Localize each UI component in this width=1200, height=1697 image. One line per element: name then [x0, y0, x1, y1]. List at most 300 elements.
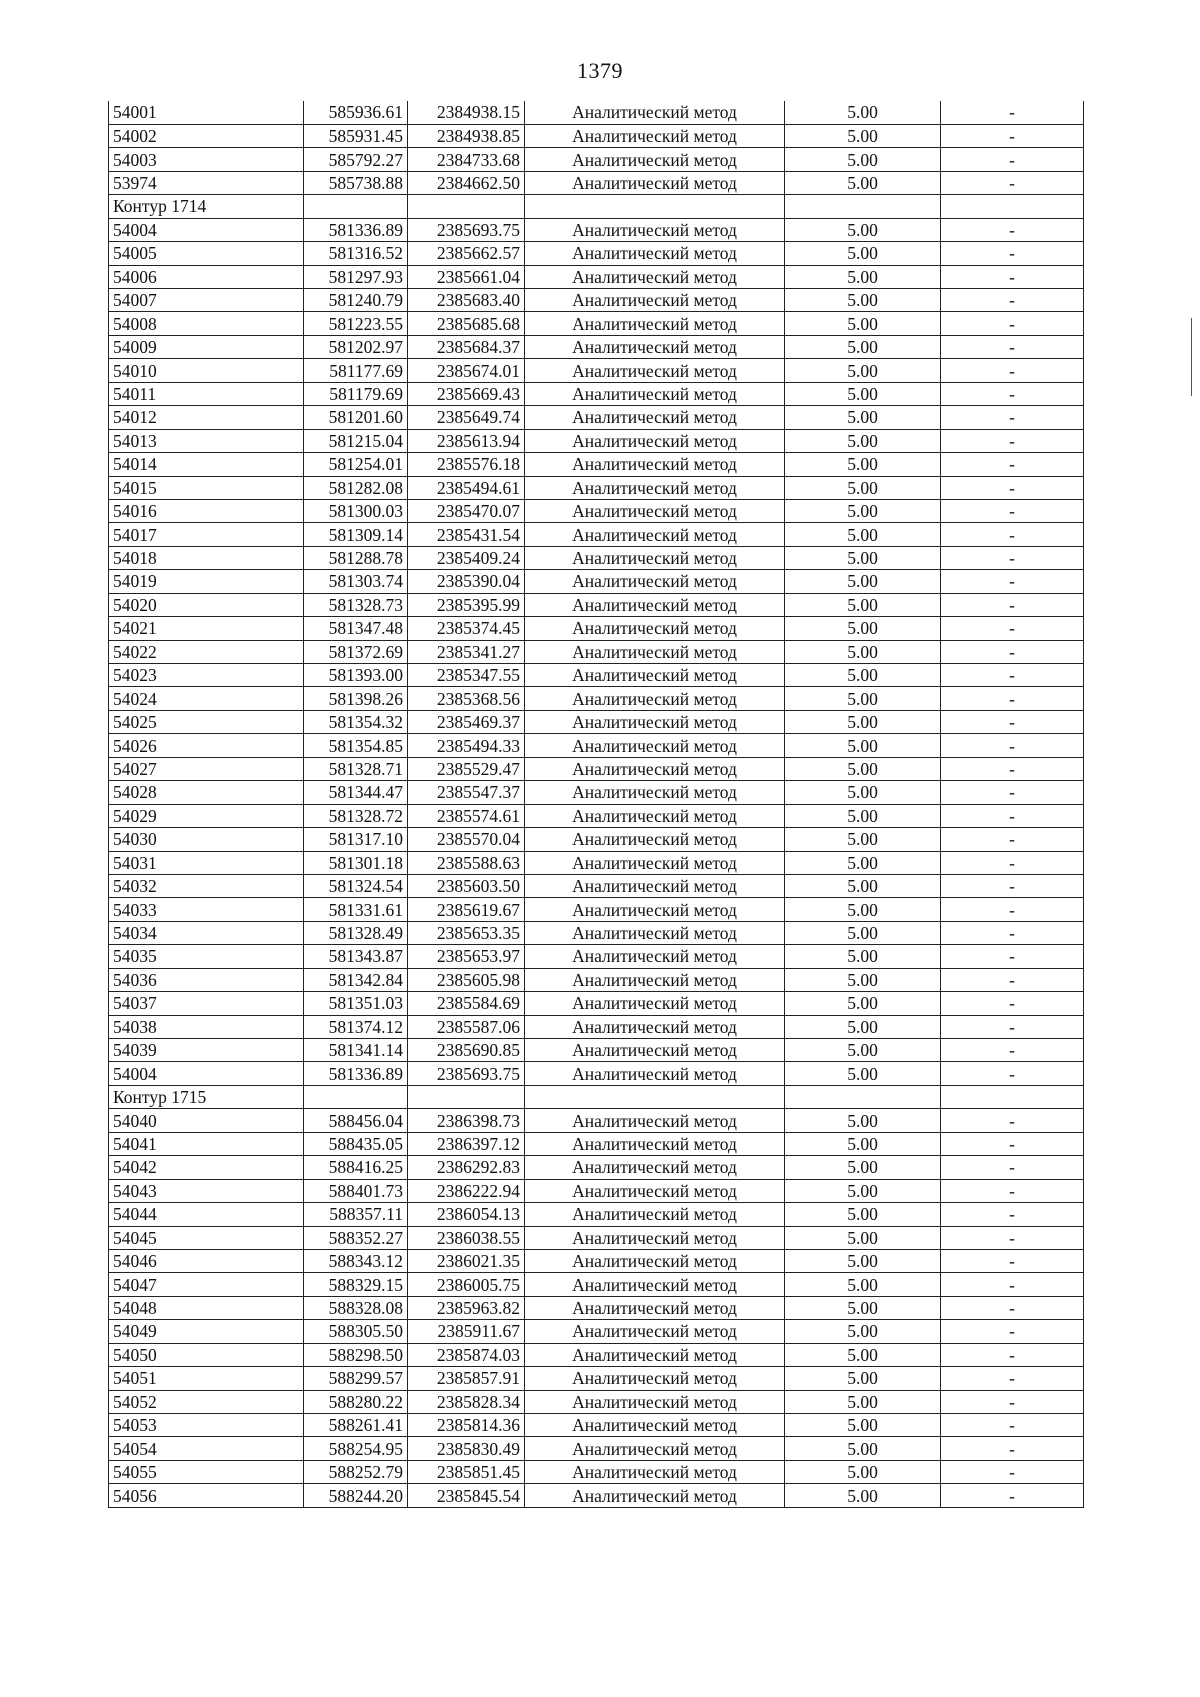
error-cell: 5.00: [785, 1179, 941, 1202]
x-coordinate-cell: 588357.11: [304, 1203, 408, 1226]
error-cell: 5.00: [785, 593, 941, 616]
table-row: [109, 124, 1084, 147]
x-coordinate-cell: 581202.97: [304, 335, 408, 358]
error-cell: 5.00: [785, 734, 941, 757]
x-coordinate-cell: 588416.25: [304, 1156, 408, 1179]
table-row: [109, 1015, 1084, 1038]
table-row: [109, 781, 1084, 804]
description-cell: -: [941, 664, 1084, 687]
y-coordinate-cell: 2385690.85: [408, 1039, 525, 1062]
y-coordinate-cell: 2385693.75: [408, 218, 525, 241]
x-coordinate-cell: 581336.89: [304, 1062, 408, 1085]
x-coordinate-cell: 581300.03: [304, 499, 408, 522]
point-id-cell: 54047: [109, 1273, 304, 1296]
table-row: [109, 148, 1084, 171]
y-coordinate-cell: 2385963.82: [408, 1296, 525, 1319]
empty-cell: [525, 1085, 785, 1108]
error-cell: 5.00: [785, 1484, 941, 1507]
method-cell: Аналитический метод: [525, 359, 785, 382]
table-row: [109, 1296, 1084, 1319]
error-cell: 5.00: [785, 804, 941, 827]
y-coordinate-cell: 2385409.24: [408, 546, 525, 569]
description-cell: -: [941, 1039, 1084, 1062]
description-cell: -: [941, 617, 1084, 640]
scan-mark: [1191, 318, 1192, 396]
method-cell: Аналитический метод: [525, 453, 785, 476]
error-cell: 5.00: [785, 1414, 941, 1437]
description-cell: -: [941, 968, 1084, 991]
x-coordinate-cell: 588280.22: [304, 1390, 408, 1413]
point-id-cell: 54007: [109, 289, 304, 312]
x-coordinate-cell: 581254.01: [304, 453, 408, 476]
error-cell: 5.00: [785, 382, 941, 405]
error-cell: 5.00: [785, 1062, 941, 1085]
x-coordinate-cell: 588352.27: [304, 1226, 408, 1249]
page-number: 1379: [577, 58, 623, 83]
error-cell: 5.00: [785, 499, 941, 522]
description-cell: -: [941, 1320, 1084, 1343]
point-id-cell: 54016: [109, 499, 304, 522]
description-cell: -: [941, 406, 1084, 429]
coordinates-table: [108, 101, 1084, 1508]
error-cell: 5.00: [785, 523, 941, 546]
description-cell: -: [941, 1109, 1084, 1132]
method-cell: Аналитический метод: [525, 593, 785, 616]
y-coordinate-cell: 2385814.36: [408, 1414, 525, 1437]
error-cell: 5.00: [785, 570, 941, 593]
table-row: [109, 851, 1084, 874]
x-coordinate-cell: 581317.10: [304, 828, 408, 851]
error-cell: 5.00: [785, 1437, 941, 1460]
table-row: [109, 171, 1084, 194]
table-row: [109, 335, 1084, 358]
x-coordinate-cell: 581215.04: [304, 429, 408, 452]
point-id-cell: 54008: [109, 312, 304, 335]
x-coordinate-cell: 588329.15: [304, 1273, 408, 1296]
error-cell: 5.00: [785, 1203, 941, 1226]
method-cell: Аналитический метод: [525, 874, 785, 897]
error-cell: 5.00: [785, 874, 941, 897]
description-cell: -: [941, 828, 1084, 851]
error-cell: 5.00: [785, 1249, 941, 1272]
table-row: [109, 828, 1084, 851]
method-cell: Аналитический метод: [525, 828, 785, 851]
point-id-cell: 54037: [109, 992, 304, 1015]
table-row: [109, 1320, 1084, 1343]
table-row: [109, 265, 1084, 288]
method-cell: Аналитический метод: [525, 1296, 785, 1319]
method-cell: Аналитический метод: [525, 429, 785, 452]
y-coordinate-cell: 2385649.74: [408, 406, 525, 429]
y-coordinate-cell: 2385845.54: [408, 1484, 525, 1507]
table-row: [109, 1343, 1084, 1366]
error-cell: 5.00: [785, 921, 941, 944]
error-cell: 5.00: [785, 1296, 941, 1319]
point-id-cell: 54056: [109, 1484, 304, 1507]
description-cell: -: [941, 1226, 1084, 1249]
error-cell: 5.00: [785, 898, 941, 921]
method-cell: Аналитический метод: [525, 148, 785, 171]
y-coordinate-cell: 2385683.40: [408, 289, 525, 312]
error-cell: 5.00: [785, 1156, 941, 1179]
point-id-cell: 54036: [109, 968, 304, 991]
method-cell: Аналитический метод: [525, 804, 785, 827]
table-row: [109, 617, 1084, 640]
table-row: [109, 453, 1084, 476]
description-cell: -: [941, 874, 1084, 897]
error-cell: 5.00: [785, 1320, 941, 1343]
table-row: [109, 757, 1084, 780]
y-coordinate-cell: 2385587.06: [408, 1015, 525, 1038]
empty-cell: [408, 1085, 525, 1108]
error-cell: 5.00: [785, 1039, 941, 1062]
method-cell: Аналитический метод: [525, 335, 785, 358]
description-cell: -: [941, 382, 1084, 405]
description-cell: -: [941, 687, 1084, 710]
x-coordinate-cell: 581324.54: [304, 874, 408, 897]
method-cell: Аналитический метод: [525, 1367, 785, 1390]
y-coordinate-cell: 2385684.37: [408, 335, 525, 358]
point-id-cell: 54051: [109, 1367, 304, 1390]
description-cell: -: [941, 546, 1084, 569]
y-coordinate-cell: 2384662.50: [408, 171, 525, 194]
table-row: [109, 1109, 1084, 1132]
point-id-cell: 54029: [109, 804, 304, 827]
y-coordinate-cell: 2385613.94: [408, 429, 525, 452]
y-coordinate-cell: 2385588.63: [408, 851, 525, 874]
error-cell: 5.00: [785, 1226, 941, 1249]
description-cell: -: [941, 101, 1084, 124]
x-coordinate-cell: 581179.69: [304, 382, 408, 405]
point-id-cell: 54052: [109, 1390, 304, 1413]
description-cell: -: [941, 1132, 1084, 1155]
method-cell: Аналитический метод: [525, 1484, 785, 1507]
description-cell: -: [941, 312, 1084, 335]
error-cell: 5.00: [785, 453, 941, 476]
x-coordinate-cell: 581288.78: [304, 546, 408, 569]
x-coordinate-cell: 581309.14: [304, 523, 408, 546]
table-row: [109, 546, 1084, 569]
method-cell: Аналитический метод: [525, 734, 785, 757]
error-cell: 5.00: [785, 710, 941, 733]
description-cell: -: [941, 1437, 1084, 1460]
point-id-cell: 54038: [109, 1015, 304, 1038]
method-cell: Аналитический метод: [525, 1390, 785, 1413]
table-row: [109, 101, 1084, 124]
point-id-cell: 54014: [109, 453, 304, 476]
y-coordinate-cell: 2385603.50: [408, 874, 525, 897]
method-cell: Аналитический метод: [525, 851, 785, 874]
description-cell: -: [941, 171, 1084, 194]
x-coordinate-cell: 581297.93: [304, 265, 408, 288]
x-coordinate-cell: 581223.55: [304, 312, 408, 335]
method-cell: Аналитический метод: [525, 1156, 785, 1179]
table-row: [109, 1367, 1084, 1390]
y-coordinate-cell: 2385574.61: [408, 804, 525, 827]
point-id-cell: 54031: [109, 851, 304, 874]
point-id-cell: 54017: [109, 523, 304, 546]
error-cell: 5.00: [785, 1460, 941, 1483]
description-cell: -: [941, 898, 1084, 921]
table-row: [109, 1062, 1084, 1085]
x-coordinate-cell: 581354.85: [304, 734, 408, 757]
y-coordinate-cell: 2385494.61: [408, 476, 525, 499]
point-id-cell: 54020: [109, 593, 304, 616]
error-cell: 5.00: [785, 828, 941, 851]
table-row: [109, 664, 1084, 687]
y-coordinate-cell: 2385653.97: [408, 945, 525, 968]
y-coordinate-cell: 2386005.75: [408, 1273, 525, 1296]
method-cell: Аналитический метод: [525, 171, 785, 194]
description-cell: -: [941, 640, 1084, 663]
point-id-cell: 54022: [109, 640, 304, 663]
error-cell: 5.00: [785, 148, 941, 171]
y-coordinate-cell: 2386038.55: [408, 1226, 525, 1249]
error-cell: 5.00: [785, 1132, 941, 1155]
description-cell: -: [941, 1015, 1084, 1038]
error-cell: 5.00: [785, 359, 941, 382]
point-id-cell: 53974: [109, 171, 304, 194]
y-coordinate-cell: 2385828.34: [408, 1390, 525, 1413]
error-cell: 5.00: [785, 687, 941, 710]
point-id-cell: 54023: [109, 664, 304, 687]
x-coordinate-cell: 581344.47: [304, 781, 408, 804]
point-id-cell: 54035: [109, 945, 304, 968]
point-id-cell: 54055: [109, 1460, 304, 1483]
y-coordinate-cell: 2385547.37: [408, 781, 525, 804]
error-cell: 5.00: [785, 242, 941, 265]
description-cell: -: [941, 289, 1084, 312]
method-cell: Аналитический метод: [525, 1249, 785, 1272]
point-id-cell: 54042: [109, 1156, 304, 1179]
x-coordinate-cell: 581303.74: [304, 570, 408, 593]
error-cell: 5.00: [785, 476, 941, 499]
description-cell: -: [941, 429, 1084, 452]
method-cell: Аналитический метод: [525, 476, 785, 499]
y-coordinate-cell: 2386021.35: [408, 1249, 525, 1272]
table-row: [109, 921, 1084, 944]
method-cell: Аналитический метод: [525, 265, 785, 288]
x-coordinate-cell: 581301.18: [304, 851, 408, 874]
method-cell: Аналитический метод: [525, 242, 785, 265]
y-coordinate-cell: 2385693.75: [408, 1062, 525, 1085]
description-cell: -: [941, 359, 1084, 382]
table-row: [109, 1460, 1084, 1483]
error-cell: 5.00: [785, 1390, 941, 1413]
point-id-cell: 54046: [109, 1249, 304, 1272]
point-id-cell: 54045: [109, 1226, 304, 1249]
table-row: [109, 1437, 1084, 1460]
description-cell: -: [941, 921, 1084, 944]
y-coordinate-cell: 2385605.98: [408, 968, 525, 991]
table-row: [109, 570, 1084, 593]
method-cell: Аналитический метод: [525, 312, 785, 335]
x-coordinate-cell: 588299.57: [304, 1367, 408, 1390]
description-cell: -: [941, 1296, 1084, 1319]
method-cell: Аналитический метод: [525, 523, 785, 546]
point-id-cell: 54026: [109, 734, 304, 757]
error-cell: 5.00: [785, 101, 941, 124]
y-coordinate-cell: 2384733.68: [408, 148, 525, 171]
point-id-cell: 54002: [109, 124, 304, 147]
error-cell: 5.00: [785, 851, 941, 874]
error-cell: 5.00: [785, 664, 941, 687]
y-coordinate-cell: 2385395.99: [408, 593, 525, 616]
table-row: [109, 710, 1084, 733]
point-id-cell: 54050: [109, 1343, 304, 1366]
x-coordinate-cell: 581177.69: [304, 359, 408, 382]
x-coordinate-cell: 585931.45: [304, 124, 408, 147]
description-cell: -: [941, 242, 1084, 265]
y-coordinate-cell: 2386054.13: [408, 1203, 525, 1226]
point-id-cell: 54041: [109, 1132, 304, 1155]
description-cell: -: [941, 992, 1084, 1015]
error-cell: 5.00: [785, 1273, 941, 1296]
table-row: [109, 499, 1084, 522]
method-cell: Аналитический метод: [525, 1437, 785, 1460]
table-row: [109, 968, 1084, 991]
y-coordinate-cell: 2385470.07: [408, 499, 525, 522]
x-coordinate-cell: 581393.00: [304, 664, 408, 687]
x-coordinate-cell: 581240.79: [304, 289, 408, 312]
point-id-cell: 54005: [109, 242, 304, 265]
description-cell: -: [941, 523, 1084, 546]
y-coordinate-cell: 2386398.73: [408, 1109, 525, 1132]
description-cell: -: [941, 945, 1084, 968]
description-cell: -: [941, 1460, 1084, 1483]
contour-label: Контур 1714: [109, 195, 304, 218]
table-row: [109, 406, 1084, 429]
x-coordinate-cell: 588435.05: [304, 1132, 408, 1155]
description-cell: -: [941, 265, 1084, 288]
table-row: [109, 1203, 1084, 1226]
description-cell: -: [941, 476, 1084, 499]
point-id-cell: 54006: [109, 265, 304, 288]
point-id-cell: 54010: [109, 359, 304, 382]
description-cell: -: [941, 148, 1084, 171]
point-id-cell: 54013: [109, 429, 304, 452]
method-cell: Аналитический метод: [525, 382, 785, 405]
description-cell: -: [941, 851, 1084, 874]
empty-cell: [304, 1085, 408, 1108]
y-coordinate-cell: 2385830.49: [408, 1437, 525, 1460]
y-coordinate-cell: 2385368.56: [408, 687, 525, 710]
method-cell: Аналитический метод: [525, 499, 785, 522]
error-cell: 5.00: [785, 1367, 941, 1390]
error-cell: 5.00: [785, 265, 941, 288]
x-coordinate-cell: 581372.69: [304, 640, 408, 663]
method-cell: Аналитический метод: [525, 1460, 785, 1483]
description-cell: -: [941, 710, 1084, 733]
error-cell: 5.00: [785, 992, 941, 1015]
description-cell: -: [941, 781, 1084, 804]
x-coordinate-cell: 581342.84: [304, 968, 408, 991]
x-coordinate-cell: 585936.61: [304, 101, 408, 124]
point-id-cell: 54030: [109, 828, 304, 851]
description-cell: -: [941, 593, 1084, 616]
point-id-cell: 54004: [109, 218, 304, 241]
method-cell: Аналитический метод: [525, 710, 785, 733]
empty-cell: [785, 195, 941, 218]
x-coordinate-cell: 588254.95: [304, 1437, 408, 1460]
y-coordinate-cell: 2385851.45: [408, 1460, 525, 1483]
error-cell: 5.00: [785, 968, 941, 991]
table-row: [109, 312, 1084, 335]
point-id-cell: 54053: [109, 1414, 304, 1437]
error-cell: 5.00: [785, 945, 941, 968]
x-coordinate-cell: 581328.72: [304, 804, 408, 827]
y-coordinate-cell: 2386222.94: [408, 1179, 525, 1202]
empty-cell: [304, 195, 408, 218]
method-cell: Аналитический метод: [525, 1414, 785, 1437]
method-cell: Аналитический метод: [525, 1132, 785, 1155]
method-cell: Аналитический метод: [525, 1015, 785, 1038]
description-cell: -: [941, 335, 1084, 358]
error-cell: 5.00: [785, 617, 941, 640]
error-cell: 5.00: [785, 1015, 941, 1038]
point-id-cell: 54019: [109, 570, 304, 593]
table-row: [109, 1390, 1084, 1413]
error-cell: 5.00: [785, 406, 941, 429]
error-cell: 5.00: [785, 289, 941, 312]
table-row: [109, 1156, 1084, 1179]
method-cell: Аналитический метод: [525, 617, 785, 640]
y-coordinate-cell: 2385570.04: [408, 828, 525, 851]
x-coordinate-cell: 585792.27: [304, 148, 408, 171]
y-coordinate-cell: 2385674.01: [408, 359, 525, 382]
description-cell: -: [941, 124, 1084, 147]
y-coordinate-cell: 2385390.04: [408, 570, 525, 593]
table-row: [109, 1132, 1084, 1155]
table-row: [109, 734, 1084, 757]
y-coordinate-cell: 2385347.55: [408, 664, 525, 687]
x-coordinate-cell: 588401.73: [304, 1179, 408, 1202]
table-row: [109, 593, 1084, 616]
table-row: [109, 640, 1084, 663]
x-coordinate-cell: 581343.87: [304, 945, 408, 968]
table-row: [109, 382, 1084, 405]
description-cell: -: [941, 1414, 1084, 1437]
point-id-cell: 54003: [109, 148, 304, 171]
y-coordinate-cell: 2385431.54: [408, 523, 525, 546]
error-cell: 5.00: [785, 171, 941, 194]
table-row: [109, 359, 1084, 382]
x-coordinate-cell: 581347.48: [304, 617, 408, 640]
x-coordinate-cell: 588456.04: [304, 1109, 408, 1132]
y-coordinate-cell: 2385529.47: [408, 757, 525, 780]
error-cell: 5.00: [785, 335, 941, 358]
description-cell: -: [941, 218, 1084, 241]
x-coordinate-cell: 588328.08: [304, 1296, 408, 1319]
contour-header-row: [109, 1085, 1084, 1108]
table-row: [109, 1273, 1084, 1296]
method-cell: Аналитический метод: [525, 1320, 785, 1343]
y-coordinate-cell: 2385874.03: [408, 1343, 525, 1366]
x-coordinate-cell: 581341.14: [304, 1039, 408, 1062]
x-coordinate-cell: 581328.49: [304, 921, 408, 944]
empty-cell: [525, 195, 785, 218]
empty-cell: [941, 195, 1084, 218]
point-id-cell: 54048: [109, 1296, 304, 1319]
description-cell: -: [941, 1249, 1084, 1272]
point-id-cell: 54032: [109, 874, 304, 897]
empty-cell: [408, 195, 525, 218]
method-cell: Аналитический метод: [525, 124, 785, 147]
x-coordinate-cell: 581374.12: [304, 1015, 408, 1038]
table-row: [109, 429, 1084, 452]
description-cell: -: [941, 804, 1084, 827]
y-coordinate-cell: 2385619.67: [408, 898, 525, 921]
